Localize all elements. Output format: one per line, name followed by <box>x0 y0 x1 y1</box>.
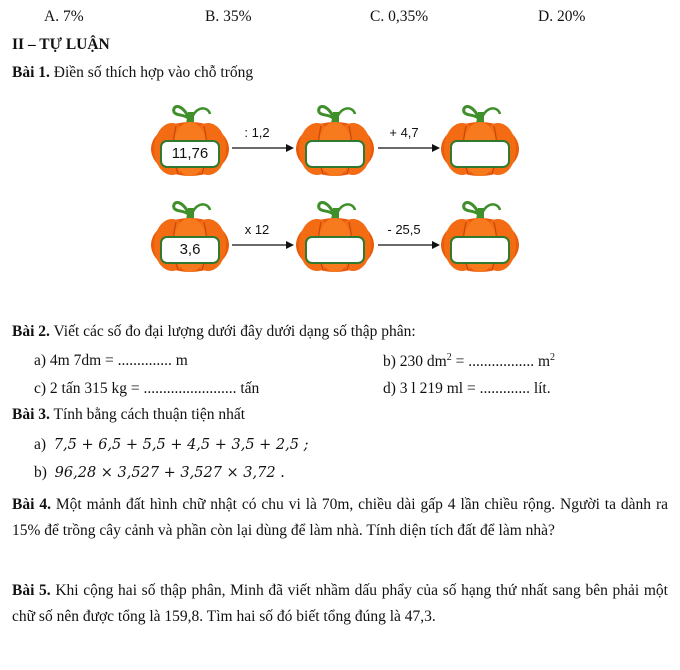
start-value-box: 3,6 <box>160 236 220 264</box>
option-d: D. 20% <box>538 8 586 25</box>
start-value-box: 11,76 <box>160 140 220 168</box>
option-a: A. 7% <box>44 8 84 25</box>
operation-label: - 25,5 <box>387 222 421 237</box>
arrow-right-icon <box>232 143 294 153</box>
bai3-item-b: b) 96,28 × 3,527 + 3,527 × 3,72 . <box>34 464 285 481</box>
bai2-item-a: a) 4m 7dm = .............. m <box>34 352 188 369</box>
answer-blank-box[interactable] <box>450 140 510 168</box>
answer-blank-box[interactable] <box>450 236 510 264</box>
bai1-heading <box>12 64 253 82</box>
bai2-item-c: c) 2 tấn 315 kg = ........................ tấn <box>34 380 260 397</box>
pumpkin-icon <box>150 200 230 272</box>
bai4-text: Một mảnh đất hình chữ nhật có chu vi là 70m, chiều dài gấp 4 lần chiều rộng. Người ta dành ra 15% để trồng cây cảnh và phần còn lại dùng để làm nhà. Tính diện tích đất để làm nhà? <box>12 496 668 539</box>
pumpkin-icon <box>440 200 520 272</box>
pumpkin-icon <box>295 104 375 176</box>
bai5-label: Bài 5. <box>12 582 51 599</box>
operation-label: : 1,2 <box>244 125 270 140</box>
bai2-item-d: d) 3 l 219 ml = ............. lít. <box>383 380 551 397</box>
bai2-heading <box>12 323 416 341</box>
bai5-paragraph <box>12 578 668 630</box>
operation-label: x 12 <box>244 222 270 237</box>
bai4-paragraph <box>12 492 668 544</box>
arrow-right-icon <box>378 143 440 153</box>
bai2-item-b: b) 230 $dm^2$ = ................. $m^2$ <box>383 352 556 371</box>
bai3-label: Bài 3. <box>12 406 50 423</box>
bai2-label: Bài 2. <box>12 323 50 340</box>
bai1-label: Bài 1. <box>12 64 50 81</box>
arrow-right-icon <box>232 240 294 250</box>
pumpkin-icon <box>295 200 375 272</box>
pumpkin-icon <box>440 104 520 176</box>
option-c: C. 0,35% <box>370 8 429 25</box>
operation-label: + 4,7 <box>389 125 419 140</box>
arrow-right-icon <box>378 240 440 250</box>
bai1-text: Điền số thích hợp vào chỗ trống <box>49 64 254 81</box>
bai3-item-a: a) 7,5 + 6,5 + 5,5 + 4,5 + 3,5 + 2,5 ; <box>34 436 309 453</box>
answer-blank-box[interactable] <box>305 236 365 264</box>
bai4-label: Bài 4. <box>12 496 51 513</box>
answer-blank-box[interactable] <box>305 140 365 168</box>
bai5-text: Khi cộng hai số thập phân, Minh đã viết nhầm dấu phẩy của số hạng thứ nhất sang bên phải một chữ số nên được tổng là 159,8. Tìm hai số đó biết tổng đúng là 47,3. <box>12 582 668 625</box>
pumpkin-icon <box>150 104 230 176</box>
option-b: B. 35% <box>205 8 252 25</box>
section-title: II – TỰ LUẬN <box>12 36 110 53</box>
bai2-text: Viết các số đo đại lượng dưới đây dưới dạng số thập phân: <box>49 323 416 340</box>
bai3-heading <box>12 406 245 424</box>
bai3-text: Tính bằng cách thuận tiện nhất <box>49 406 246 423</box>
